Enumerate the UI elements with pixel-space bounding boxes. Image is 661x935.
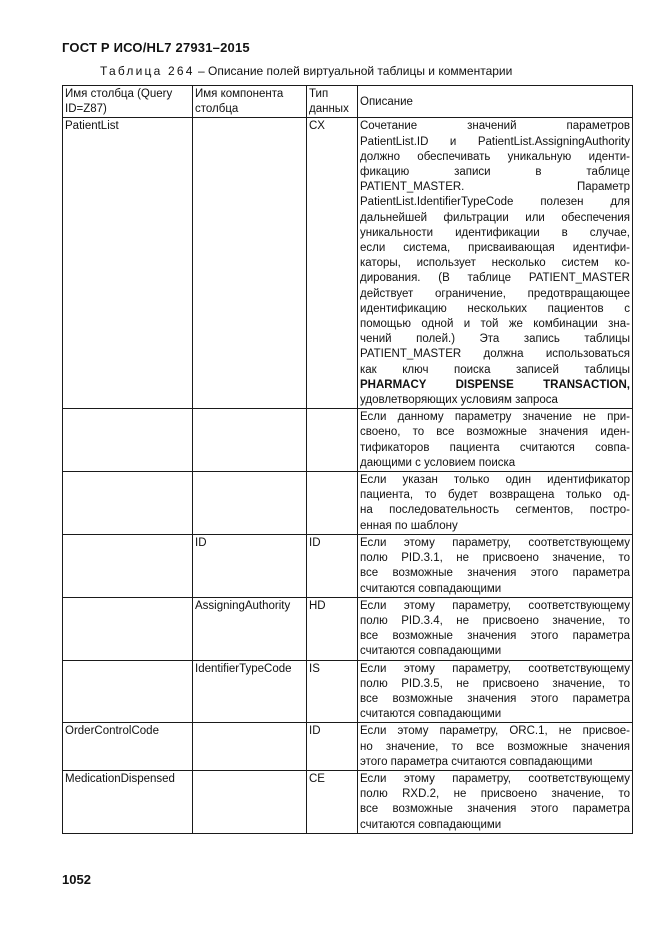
description-line: этого параметра считаются совпадающими — [360, 755, 593, 768]
cell-data-type: IS — [307, 660, 358, 723]
table-row — [63, 118, 633, 409]
description-line: дальнейшей фильтрации или обеспечения — [360, 211, 630, 224]
description-line: PATIENT_MASTER должна использоваться — [360, 348, 630, 361]
description-line: если система, присваивающая идентифи- — [360, 242, 630, 255]
cell-description — [358, 660, 633, 723]
header-data-type: Тип данных — [307, 86, 358, 118]
description-line: PHARMACY DISPENSE TRANSACTION, — [360, 378, 630, 391]
cell-description — [358, 118, 633, 409]
cell-component-name — [193, 472, 307, 535]
description-line: Если этому параметру, соответствующему — [360, 599, 630, 612]
description-line: Если указан только один идентификатор — [360, 474, 630, 487]
description-line: чений полей.) Эта запись таблицы — [360, 333, 630, 346]
cell-description — [358, 723, 633, 771]
cell-column-name: PatientList — [63, 118, 193, 409]
cell-description — [358, 472, 633, 535]
description-line: Если этому параметру, соответствующему — [360, 662, 630, 675]
description-line: PATIENT_MASTER. Параметр — [360, 181, 630, 194]
description-line: тификаторов пациента считаются совпа- — [360, 441, 630, 454]
description-line: пациента, то будет возвращена только од- — [360, 489, 630, 502]
cell-description — [358, 534, 633, 597]
table-caption-text: Описание полей виртуальной таблицы и комментарии — [207, 64, 513, 78]
description-line: фикацию записи в таблице — [360, 166, 630, 179]
description-line: каторы, использует несколько систем ко- — [360, 257, 630, 270]
fields-table — [62, 85, 633, 834]
cell-column-name: MedicationDispensed — [63, 770, 193, 833]
cell-data-type: CX — [307, 118, 358, 409]
cell-description — [358, 409, 633, 472]
description-line: удовлетворяющих условиям запроса — [360, 394, 558, 407]
header-column-name: Имя столбца (Query ID=Z87) — [63, 86, 193, 118]
description-line: на последовательность сегментов, постро- — [360, 504, 630, 517]
description-line: уникальности идентификации в случае, — [360, 226, 630, 239]
description-line: все возможные значения этого параметра — [360, 630, 630, 643]
table-row — [63, 597, 633, 660]
cell-data-type: ID — [307, 534, 358, 597]
cell-data-type — [307, 472, 358, 535]
document-header: ГОСТ Р ИСО/HL7 27931–2015 — [62, 40, 250, 55]
description-line: все возможные значения этого параметра — [360, 567, 630, 580]
description-line: полю PID.3.1, не присвоено значение, то — [360, 552, 630, 565]
description-line: Если этому параметру, соответствующему — [360, 536, 630, 549]
cell-component-name: AssigningAuthority — [193, 597, 307, 660]
cell-description — [358, 770, 633, 833]
cell-data-type: CE — [307, 770, 358, 833]
table-header-row — [63, 86, 633, 118]
header-component-name: Имя компонента столбца — [193, 86, 307, 118]
description-line: енная по шаблону — [360, 519, 458, 532]
description-line: полю RXD.2, не присвоено значение, то — [360, 788, 630, 801]
description-line: PatientList.IdentifierTypeCode полезен для — [360, 196, 630, 209]
cell-data-type: ID — [307, 723, 358, 771]
description-line: полю PID.3.5, не присвоено значение, то — [360, 677, 630, 690]
cell-column-name — [63, 472, 193, 535]
description-line: дирования. (В таблице PATIENT_MASTER — [360, 272, 630, 285]
cell-column-name — [63, 660, 193, 723]
description-line: но значение, то все возможные значения — [360, 740, 630, 753]
description-line: Если этому параметру, соответствующему — [360, 772, 630, 785]
cell-component-name — [193, 409, 307, 472]
description-line: считаются совпадающими — [360, 582, 502, 595]
header-description: Описание — [358, 86, 633, 118]
description-line: идентификацию нескольких пациентов с — [360, 302, 630, 315]
table-caption — [100, 64, 512, 78]
table-row — [63, 660, 633, 723]
cell-component-name — [193, 118, 307, 409]
table-row — [63, 770, 633, 833]
description-line: своено, то все возможные значения иден- — [360, 426, 630, 439]
table-row — [63, 472, 633, 535]
description-line: все возможные значения этого параметра — [360, 803, 630, 816]
description-line: считаются совпадающими — [360, 818, 502, 831]
description-line: дающими с условием поиска — [360, 456, 516, 469]
cell-column-name — [63, 409, 193, 472]
cell-description — [358, 597, 633, 660]
description-line: помощью одной и той же комбинации зна- — [360, 318, 630, 331]
cell-column-name — [63, 597, 193, 660]
cell-data-type: HD — [307, 597, 358, 660]
cell-component-name: IdentifierTypeCode — [193, 660, 307, 723]
description-line: считаются совпадающими — [360, 645, 502, 658]
description-line: Если этому параметру, ORC.1, не присвое- — [360, 725, 630, 738]
description-line: должно обеспечивать уникальную иденти- — [360, 150, 630, 163]
cell-component-name — [193, 770, 307, 833]
table-caption-label: Таблица 264 — [100, 64, 195, 78]
table-row — [63, 534, 633, 597]
table-row — [63, 723, 633, 771]
description-line: PatientList.ID и PatientList.AssigningAuthority — [360, 135, 630, 148]
description-line: Если данному параметру значение не при- — [360, 411, 630, 424]
description-line: как ключ поиска записей таблицы — [360, 363, 630, 376]
description-line: все возможные значения этого параметра — [360, 692, 630, 705]
table-caption-dash: – — [197, 64, 205, 78]
cell-column-name — [63, 534, 193, 597]
description-line: действует ограничение, предотвращающее — [360, 287, 630, 300]
table-row — [63, 409, 633, 472]
description-line: Сочетание значений параметров — [360, 120, 630, 133]
cell-component-name — [193, 723, 307, 771]
cell-data-type — [307, 409, 358, 472]
cell-column-name: OrderControlCode — [63, 723, 193, 771]
description-line: считаются совпадающими — [360, 708, 502, 721]
page-number: 1052 — [62, 872, 91, 887]
cell-component-name: ID — [193, 534, 307, 597]
description-line: полю PID.3.4, не присвоено значение, то — [360, 614, 630, 627]
